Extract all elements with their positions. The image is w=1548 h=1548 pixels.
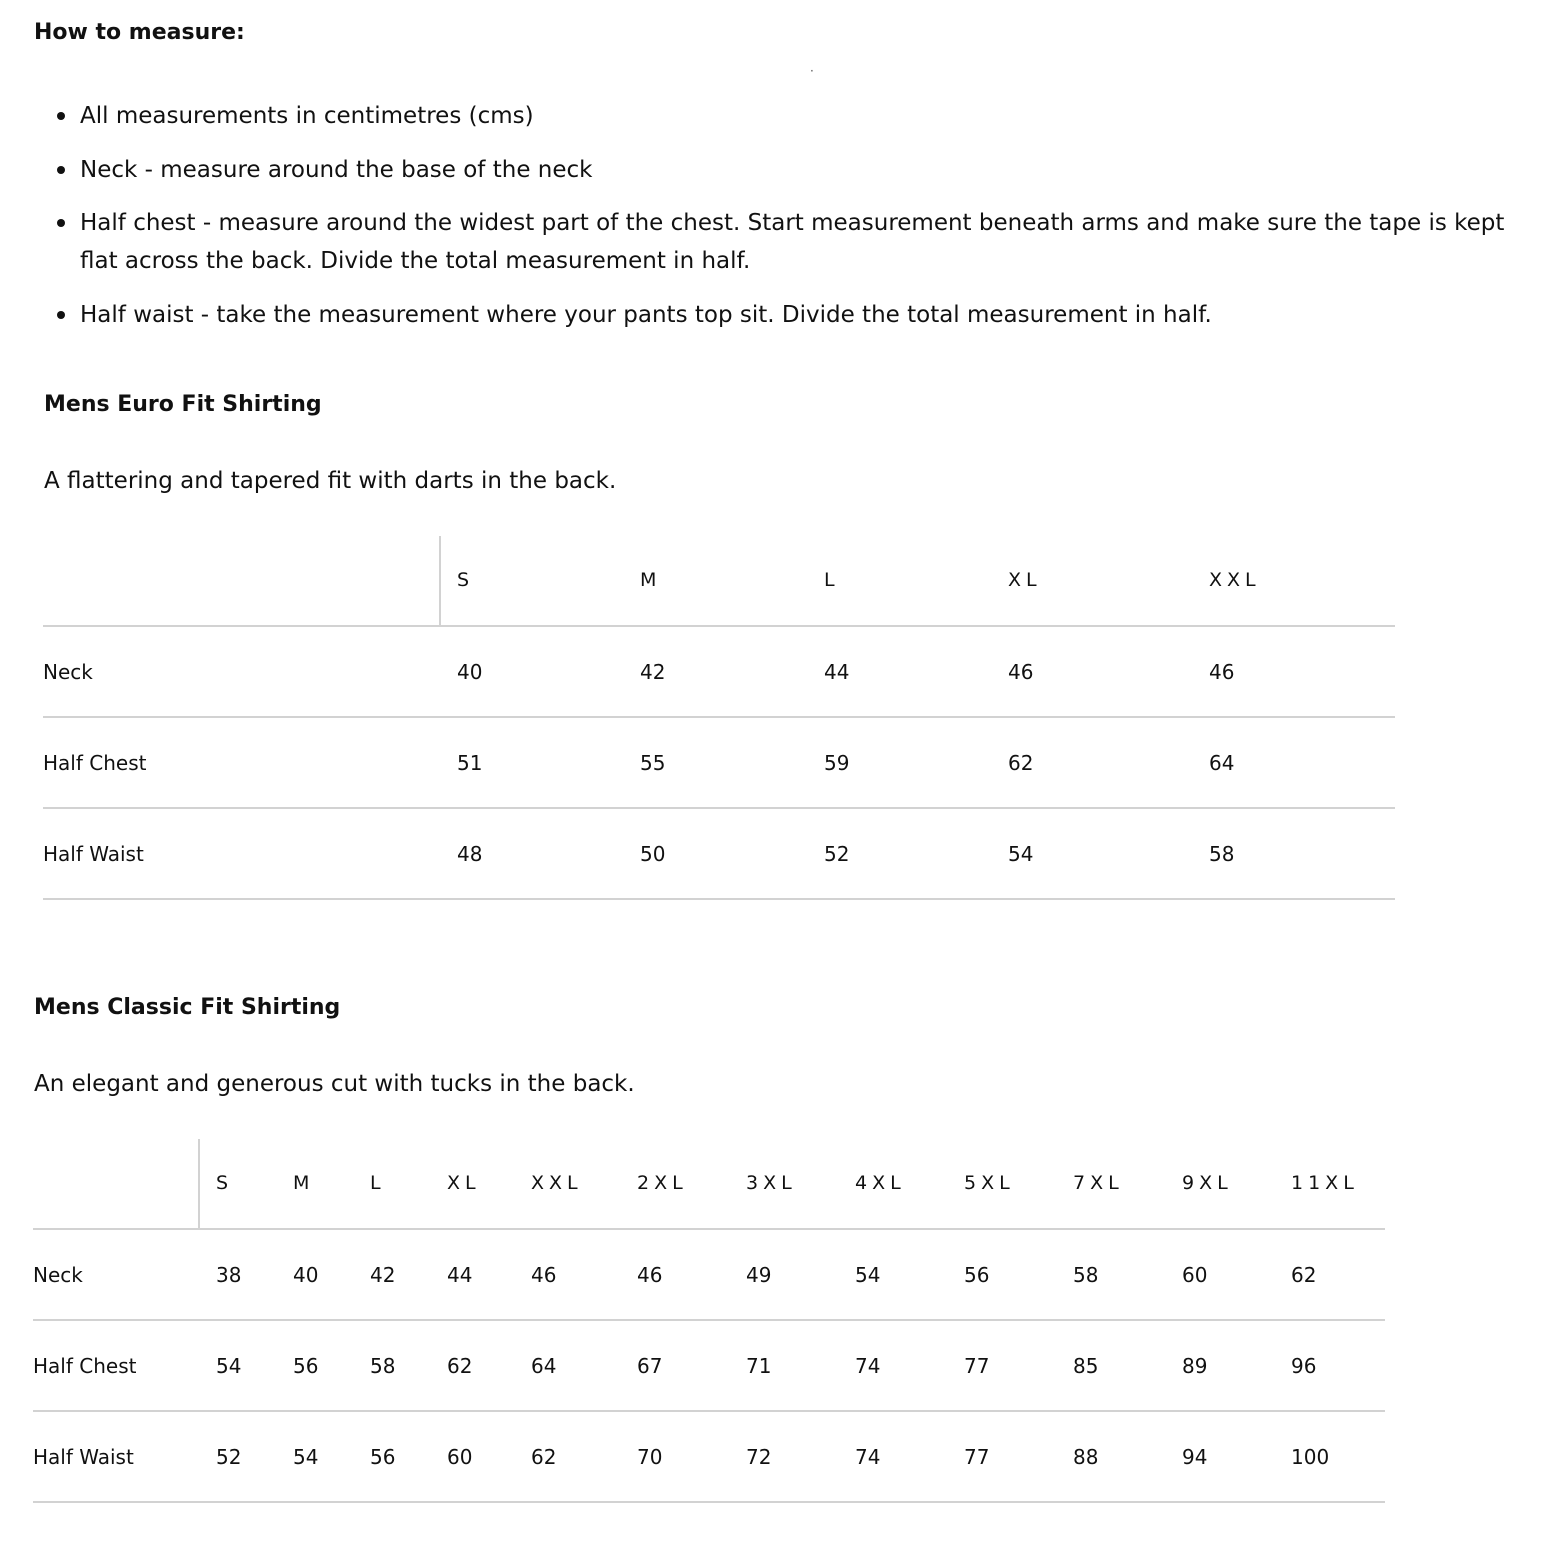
table-cell: 49 [746, 1263, 772, 1287]
table-cell: 51 [457, 751, 483, 775]
row-divider [43, 807, 1395, 809]
size-header-xl: XL [1008, 569, 1042, 591]
table-cell: 67 [637, 1354, 663, 1378]
table-cell: 60 [447, 1445, 473, 1469]
size-header-xl: XL [447, 1172, 481, 1194]
size-header-l: L [824, 569, 840, 591]
table-cell: 46 [1209, 660, 1235, 684]
table-cell: 64 [1209, 751, 1235, 775]
euro-fit-title: Mens Euro Fit Shirting [44, 392, 322, 417]
table-cell: 62 [447, 1354, 473, 1378]
table-cell: 85 [1073, 1354, 1099, 1378]
table-cell: 55 [640, 751, 666, 775]
size-header-5xl: 5XL [964, 1172, 1015, 1194]
table-cell: 54 [216, 1354, 242, 1378]
table-cell: 40 [457, 660, 483, 684]
classic-fit-title: Mens Classic Fit Shirting [34, 995, 341, 1020]
table-cell: 58 [1209, 842, 1235, 866]
table-cell: 96 [1291, 1354, 1317, 1378]
table-cell: 71 [746, 1354, 772, 1378]
table-cell: 46 [637, 1263, 663, 1287]
euro-fit-description: A flattering and tapered fit with darts in the back. [44, 468, 617, 494]
row-label-half-waist: Half Waist [43, 842, 144, 866]
size-header-m: M [640, 569, 662, 591]
table-cell: 56 [964, 1263, 990, 1287]
size-header-m: M [293, 1172, 315, 1194]
table-cell: 89 [1182, 1354, 1208, 1378]
table-cell: 52 [216, 1445, 242, 1469]
instruction-half-waist: Half waist - take the measurement where your pants top sit. Divide the total measurement in half. [80, 296, 1535, 334]
table-cell: 74 [855, 1445, 881, 1469]
table-cell: 52 [824, 842, 850, 866]
instruction-half-chest: Half chest - measure around the widest part of the chest. Start measurement beneath arms and make sure the tape is kept flat across the back. Divide the total measurement in half. [80, 204, 1535, 280]
row-label-neck: Neck [33, 1263, 83, 1287]
table-cell: 48 [457, 842, 483, 866]
size-header-7xl: 7XL [1073, 1172, 1124, 1194]
table-cell: 72 [746, 1445, 772, 1469]
header-divider [439, 536, 441, 625]
size-header-s: S [216, 1172, 234, 1194]
row-divider [33, 1501, 1385, 1503]
table-cell: 64 [531, 1354, 557, 1378]
size-header-9xl: 9XL [1182, 1172, 1233, 1194]
table-cell: 42 [370, 1263, 396, 1287]
row-divider [43, 898, 1395, 900]
table-cell: 44 [824, 660, 850, 684]
table-cell: 58 [370, 1354, 396, 1378]
table-cell: 59 [824, 751, 850, 775]
table-cell: 100 [1291, 1445, 1330, 1469]
table-cell: 60 [1182, 1263, 1208, 1287]
row-divider [33, 1319, 1385, 1321]
table-cell: 56 [370, 1445, 396, 1469]
table-cell: 62 [1291, 1263, 1317, 1287]
table-cell: 77 [964, 1354, 990, 1378]
table-cell: 40 [293, 1263, 319, 1287]
table-cell: 58 [1073, 1263, 1099, 1287]
table-cell: 44 [447, 1263, 473, 1287]
row-label-neck: Neck [43, 660, 93, 684]
row-label-half-chest: Half Chest [43, 751, 147, 775]
size-header-4xl: 4XL [855, 1172, 906, 1194]
row-divider [43, 625, 1395, 627]
table-cell: 62 [1008, 751, 1034, 775]
header-divider [198, 1139, 200, 1228]
size-header-xxl: XXL [1209, 569, 1261, 591]
row-label-half-waist: Half Waist [33, 1445, 134, 1469]
table-cell: 42 [640, 660, 666, 684]
size-header-3xl: 3XL [746, 1172, 797, 1194]
table-cell: 77 [964, 1445, 990, 1469]
table-cell: 50 [640, 842, 666, 866]
table-cell: 94 [1182, 1445, 1208, 1469]
table-cell: 56 [293, 1354, 319, 1378]
size-header-2xl: 2XL [637, 1172, 688, 1194]
size-header-xxl: XXL [531, 1172, 583, 1194]
table-cell: 70 [637, 1445, 663, 1469]
instruction-units: All measurements in centimetres (cms) [80, 97, 1535, 135]
table-cell: 46 [1008, 660, 1034, 684]
size-header-11xl: 11XL [1291, 1172, 1359, 1194]
table-cell: 46 [531, 1263, 557, 1287]
size-header-l: L [370, 1172, 386, 1194]
row-divider [33, 1228, 1385, 1230]
size-header-s: S [457, 569, 475, 591]
table-cell: 88 [1073, 1445, 1099, 1469]
how-to-measure-heading: How to measure: [34, 20, 245, 45]
table-cell: 54 [293, 1445, 319, 1469]
row-divider [33, 1410, 1385, 1412]
table-cell: 54 [855, 1263, 881, 1287]
row-label-half-chest: Half Chest [33, 1354, 137, 1378]
stray-dot: · [810, 64, 814, 78]
table-cell: 74 [855, 1354, 881, 1378]
table-cell: 62 [531, 1445, 557, 1469]
instruction-neck: Neck - measure around the base of the neck [80, 151, 1535, 189]
table-cell: 54 [1008, 842, 1034, 866]
classic-fit-description: An elegant and generous cut with tucks in the back. [34, 1071, 635, 1097]
row-divider [43, 716, 1395, 718]
table-cell: 38 [216, 1263, 242, 1287]
